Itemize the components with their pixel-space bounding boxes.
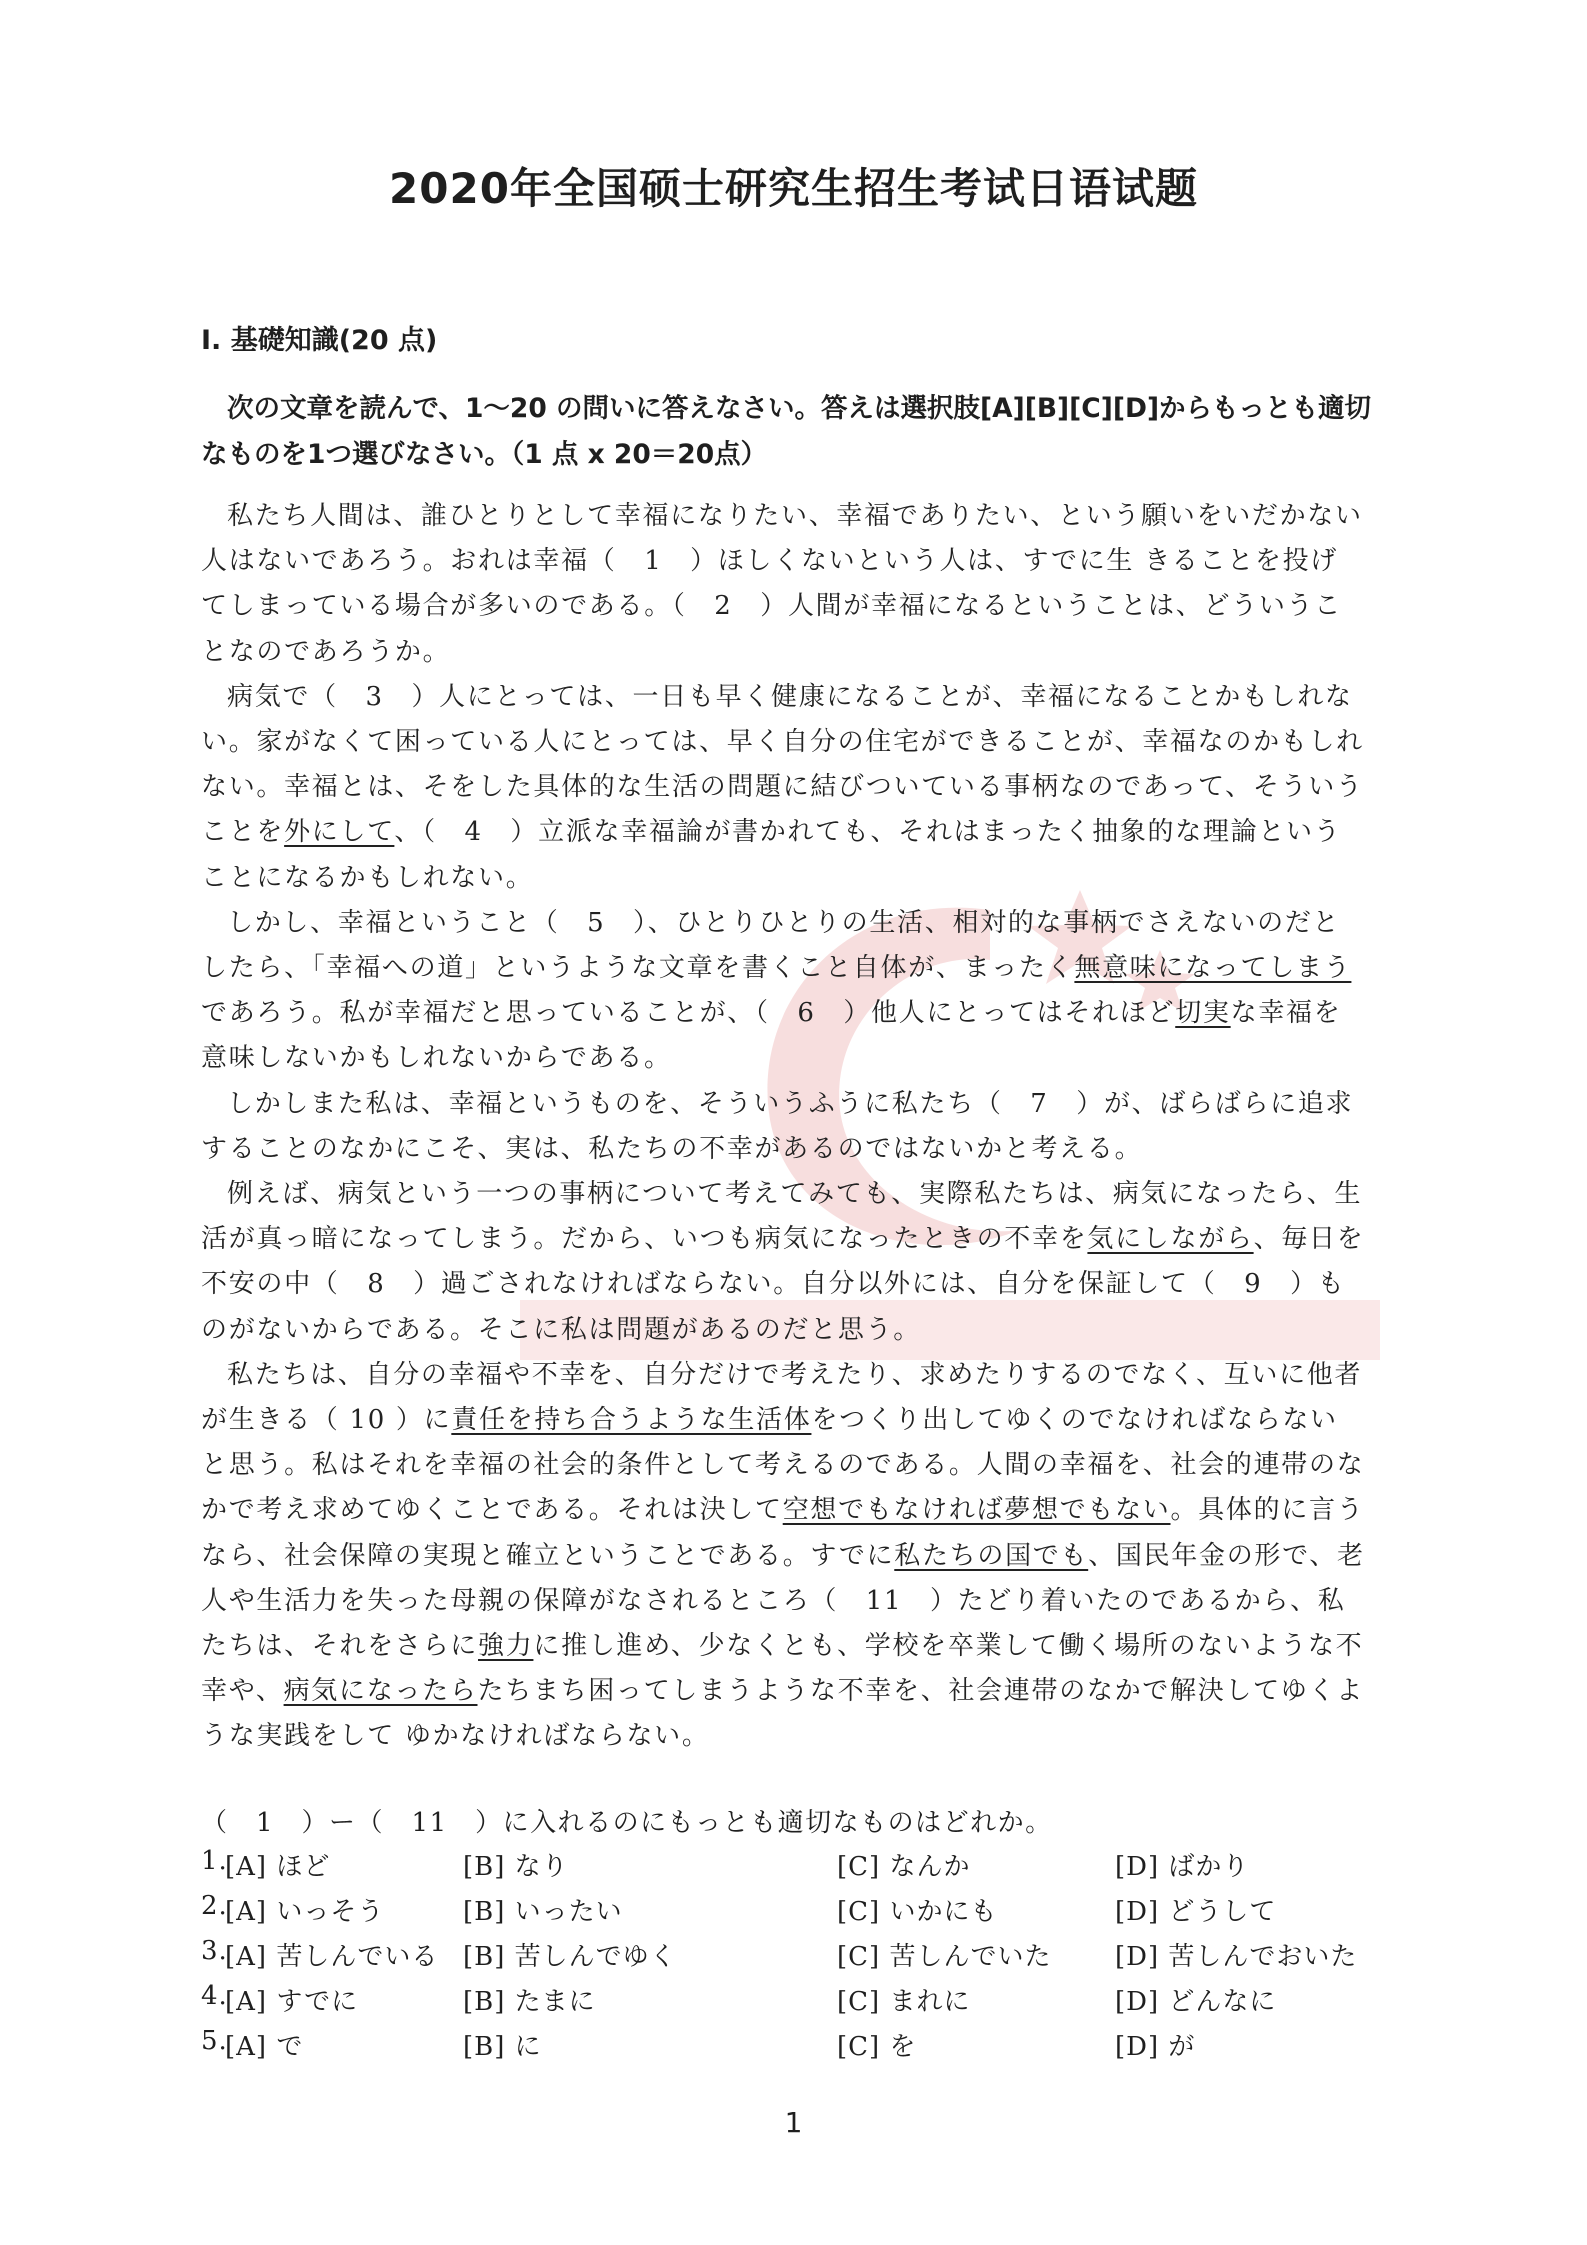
choice-row <box>201 1891 1401 1936</box>
passage-paragraph <box>201 1353 1365 1760</box>
passage-paragraph <box>201 494 1365 675</box>
question-number: 1. <box>201 1846 228 1876</box>
choice-b: [B] なり <box>463 1852 569 1882</box>
choice-d: [D] 苦しんでおいた <box>1115 1942 1358 1972</box>
choice-row <box>201 1981 1401 2026</box>
passage-text: をつくり出してゆくのでなければならないと思う。私はそれを幸福の社会的条件として考えるのである。人間の幸福を、社会的連帯のなかで考え求めてゆくことである。それは決して <box>201 1405 1365 1526</box>
choice-row <box>201 2026 1401 2071</box>
passage-text: しかしまた私は、幸福というものを、そういうふうに私たち（ 7 ）が、ばらばらに追求することのなかにこそ、実は、私たちの不幸があるのではないかと考える。 <box>201 1088 1354 1164</box>
underlined-phrase: 無意味になってしまう <box>1074 953 1352 984</box>
choice-d: [D] が <box>1115 2032 1196 2062</box>
choice-c: [C] まれに <box>837 1987 971 2017</box>
passage-text: であろう。私が幸福だと思っていることが、（ 6 ）他人にとってはそれほど <box>201 998 1176 1029</box>
passage-text: 私たち人間は、誰ひとりとして幸福になりたい、幸福でありたい、という願いをいだかない人はないであろう。おれは幸福（ 1 ）ほしくないという人は、すでに生 きることを投げてしまっている場合が多いのである。（ 2 ）人間が幸福になるということは、どういうことなのであろうか。 <box>201 501 1363 667</box>
page-title: 2020年全国硕士研究生招生考试日语试题 <box>389 164 1198 213</box>
choice-row <box>201 1936 1401 1981</box>
passage-text: に推し進め、少なくとも、学校を卒業して働く場所のないような不幸や、 <box>201 1631 1364 1707</box>
underlined-phrase: 病気になったら <box>283 1676 478 1707</box>
passage-text: 。具体的に言うなら、社会保障の実現と確立ということである。すでに <box>201 1495 1365 1571</box>
underlined-phrase: 強力 <box>478 1631 534 1662</box>
instructions: 次の文章を読んで、1～20 の問いに答えなさい。答えは選択肢[A][B][C][D]からもっとも適切なものを1つ選びなさい。（1 点 x 20＝20点） <box>201 393 1372 470</box>
underlined-phrase: 気にしながら <box>1087 1224 1254 1255</box>
choice-list <box>201 1846 1401 2071</box>
choice-b: [B] 苦しんでゆく <box>463 1942 677 1972</box>
choice-d: [D] ばかり <box>1115 1852 1250 1882</box>
question-number: 5. <box>201 2026 228 2056</box>
underlined-phrase: 空想でもなければ夢想でもない <box>782 1495 1171 1526</box>
choice-a: [A] ほど <box>225 1852 331 1882</box>
choice-c: [C] なんか <box>837 1852 971 1882</box>
choice-a: [A] で <box>225 2032 304 2062</box>
reading-passage <box>201 494 1365 1760</box>
question-number: 4. <box>201 1981 228 2011</box>
underlined-phrase: 外にして <box>284 817 395 848</box>
passage-text: 病気で（ 3 ）人にとっては、一日も早く健康になることが、幸福になることかもしれない。家がなくて困っている人にとっては、早く自分の住宅ができることが、幸福なのかもしれない。幸福とは、そをした具体的な生活の問題に結びついている事柄なのであって、そういうことを <box>201 681 1364 848</box>
passage-text: 、毎日を不安の中（ 8 ）過ごされなければならない。自分以外には、自分を保証して（ 9 ）ものがないからである。そこに私は問題があるのだと思う。 <box>201 1224 1365 1345</box>
underlined-phrase: 責任を持ち合うような生活体 <box>451 1405 812 1436</box>
passage-text: 私たちは、自分の幸福や不幸を、自分だけで考えたり、求めたりするのでなく、互いに他者が生きる（ 10 ）に <box>201 1359 1363 1436</box>
passage-text: な幸福を意味しないかもしれないからである。 <box>201 998 1342 1074</box>
underlined-phrase: 私たちの国でも <box>894 1540 1089 1571</box>
choice-c: [C] いかにも <box>837 1897 998 1927</box>
choice-b: [B] いったい <box>463 1897 623 1927</box>
question-prompt: （ 1 ）ー（ 11 ）に入れるのにもっとも適切なものはどれか。 <box>201 1808 1053 1838</box>
passage-text: 例えば、病気という一つの事柄について考えてみても、実際私たちは、病気になったら、生活が真っ暗になってしまう。だから、いつも病気になったときの不幸を <box>201 1179 1363 1255</box>
passage-paragraph <box>201 1172 1365 1353</box>
page-number: 1 <box>784 2106 803 2139</box>
choice-d: [D] どうして <box>1115 1897 1277 1927</box>
choice-a: [A] 苦しんでいる <box>225 1942 439 1972</box>
question-number: 3. <box>201 1936 228 1966</box>
question-number: 2. <box>201 1891 228 1921</box>
passage-text: 、国民年金の形で、老人や生活力を失った母親の保障がなされるところ（ 11 ）たどり着いたのであるから、私たちは、それをさらに <box>201 1540 1365 1662</box>
choice-c: [C] を <box>837 2032 917 2062</box>
passage-paragraph <box>201 901 1365 1082</box>
passage-text: しかし、幸福ということ（ 5 ）、ひとりひとりの生活、相対的な事柄でさえないのだとしたら、「幸福への道」というような文章を書くこと自体が、まったく <box>201 907 1341 984</box>
choice-b: [B] たまに <box>463 1987 596 2017</box>
choice-b: [B] に <box>463 2032 542 2062</box>
passage-text: たちまち困ってしまうような不幸を、社会連帯のなかで解決してゆくような実践をして ゆかなければならない。 <box>201 1676 1364 1752</box>
passage-paragraph <box>201 675 1365 901</box>
passage-text: 、（ 4 ）立派な幸福論が書かれても、それはまったく抽象的な理論ということになるかもしれない。 <box>201 817 1342 893</box>
choice-a: [A] いっそう <box>225 1897 385 1927</box>
choice-a: [A] すでに <box>225 1987 359 2017</box>
choice-d: [D] どんなに <box>1115 1987 1277 2017</box>
choice-c: [C] 苦しんでいた <box>837 1942 1052 1972</box>
choice-row <box>201 1846 1401 1891</box>
passage-paragraph <box>201 1082 1365 1172</box>
section-heading: Ⅰ. 基礎知識(20 点) <box>201 325 438 356</box>
underlined-phrase: 切実 <box>1175 998 1231 1029</box>
